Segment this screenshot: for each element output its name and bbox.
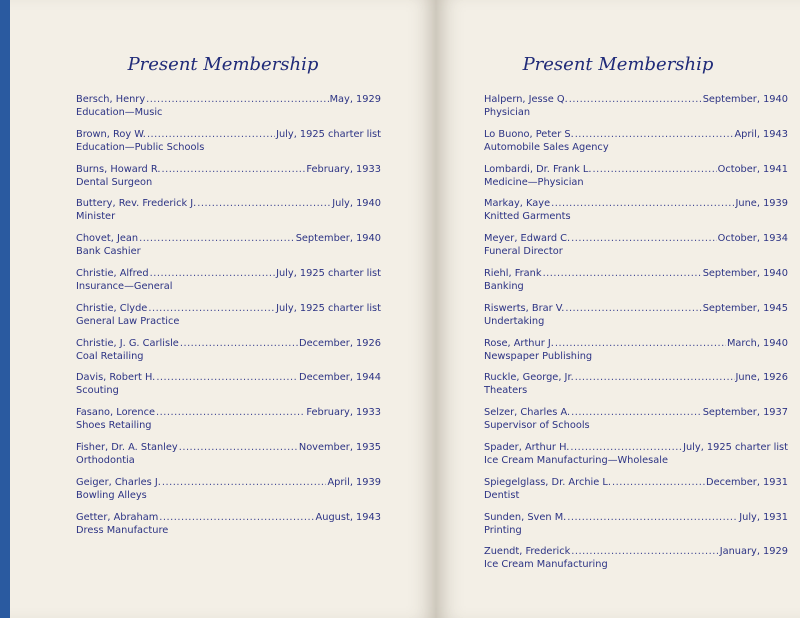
member-occupation: Bowling Alleys <box>76 489 147 501</box>
leader-dots <box>565 302 701 315</box>
member-name: Brown, Roy W. <box>76 128 146 140</box>
leader-dots <box>567 511 738 524</box>
leader-dots <box>551 197 734 210</box>
member-date: September, 1940 <box>702 267 788 279</box>
leader-dots <box>179 441 298 454</box>
member-name: Ruckle, George, Jr. <box>484 372 574 384</box>
member-occupation: Funeral Director <box>484 246 563 258</box>
member-name: Geiger, Charles J. <box>76 476 161 488</box>
leader-dots <box>159 511 314 524</box>
member-occupation: Orthodontia <box>76 454 135 466</box>
member-name: Getter, Abraham <box>76 511 159 523</box>
member-date: December, 1931 <box>706 476 788 488</box>
member-occupation: Minister <box>76 211 116 223</box>
member-entry <box>484 511 788 546</box>
member-entry <box>484 371 788 406</box>
member-name: Christie, J. G. Carlisle <box>76 337 179 349</box>
member-date: July, 1925 charter list <box>276 302 381 314</box>
right-page <box>436 0 800 618</box>
member-occupation: Insurance—General <box>76 280 173 292</box>
member-occupation: Education—Public Schools <box>76 141 205 153</box>
member-name: Lombardi, Dr. Frank L. <box>484 163 592 175</box>
member-date: August, 1943 <box>315 511 381 523</box>
member-occupation: Dress Manufacture <box>76 524 169 536</box>
member-occupation: Ice Cream Manufacturing—Wholesale <box>484 454 668 466</box>
leader-dots <box>162 476 327 489</box>
member-name: Fisher, Dr. A. Stanley <box>76 441 178 453</box>
leader-dots <box>575 371 735 384</box>
leader-dots <box>575 128 734 141</box>
member-name: Chovet, Jean <box>76 233 139 245</box>
member-occupation: Dentist <box>484 489 520 501</box>
leader-dots <box>197 197 331 210</box>
leader-dots <box>139 232 295 245</box>
member-entry <box>484 232 788 267</box>
member-date: October, 1941 <box>717 163 788 175</box>
member-entry <box>76 406 381 441</box>
member-name: Zuendt, Frederick <box>484 546 571 558</box>
member-name: Buttery, Rev. Frederick J. <box>76 198 197 210</box>
member-date: July, 1931 <box>739 511 788 523</box>
membership-list <box>76 93 381 545</box>
member-name: Christie, Clyde <box>76 302 148 314</box>
leader-dots <box>612 476 705 489</box>
member-entry <box>76 511 381 546</box>
member-name: Riehl, Frank <box>484 267 542 279</box>
member-entry <box>484 93 788 128</box>
member-entry <box>484 128 788 163</box>
leader-dots <box>180 337 298 350</box>
leader-dots <box>569 93 702 106</box>
member-name: Christie, Alfred <box>76 267 149 279</box>
member-date: June, 1926 <box>735 372 788 384</box>
membership-list <box>484 93 788 580</box>
page-title: Present Membership <box>522 54 714 75</box>
member-entry <box>484 545 788 580</box>
member-entry <box>76 267 381 302</box>
member-name: Rose, Arthur J. <box>484 337 554 349</box>
member-date: April, 1943 <box>734 128 788 140</box>
leader-dots <box>150 267 275 280</box>
member-occupation: Theaters <box>484 385 528 397</box>
member-entry <box>76 163 381 198</box>
member-occupation: Coal Retailing <box>76 350 144 362</box>
member-entry <box>484 197 788 232</box>
member-occupation: Dental Surgeon <box>76 176 153 188</box>
leader-dots <box>161 163 305 176</box>
leader-dots <box>571 232 716 245</box>
member-entry <box>76 232 381 267</box>
member-date: February, 1933 <box>306 163 381 175</box>
member-entry <box>484 441 788 476</box>
member-date: April, 1939 <box>327 476 381 488</box>
member-occupation: Supervisor of Schools <box>484 420 590 432</box>
member-occupation: Medicine—Physician <box>484 176 584 188</box>
member-occupation: Scouting <box>76 385 119 397</box>
member-date: March, 1940 <box>726 337 788 349</box>
member-entry <box>484 302 788 337</box>
member-occupation: Banking <box>484 280 524 292</box>
leader-dots <box>571 545 718 558</box>
member-occupation: Bank Cashier <box>76 246 141 258</box>
member-entry <box>76 476 381 511</box>
member-date: September, 1937 <box>702 407 788 419</box>
member-name: Lo Buono, Peter S. <box>484 128 574 140</box>
member-name: Bersch, Henry <box>76 94 146 105</box>
left-page <box>10 0 436 618</box>
member-name: Burns, Howard R. <box>76 163 161 175</box>
member-date: June, 1939 <box>735 198 788 210</box>
leader-dots <box>543 267 702 280</box>
member-date: December, 1926 <box>299 337 381 349</box>
member-name: Markay, Kaye <box>484 198 551 210</box>
member-occupation: Ice Cream Manufacturing <box>484 559 608 571</box>
member-entry <box>484 476 788 511</box>
leader-dots <box>148 302 275 315</box>
member-date: September, 1940 <box>702 94 788 105</box>
member-name: Selzer, Charles A. <box>484 407 571 419</box>
member-occupation: Undertaking <box>484 315 545 327</box>
leader-dots <box>146 93 328 106</box>
member-entry <box>484 337 788 372</box>
member-date: May, 1929 <box>329 94 381 105</box>
leader-dots <box>555 337 726 350</box>
member-date: July, 1925 charter list <box>276 267 381 279</box>
member-date: October, 1934 <box>717 233 788 245</box>
leader-dots <box>156 371 298 384</box>
member-entry <box>76 197 381 232</box>
member-name: Davis, Robert H. <box>76 372 156 384</box>
leader-dots <box>147 128 275 141</box>
member-date: February, 1933 <box>306 407 381 419</box>
member-name: Sunden, Sven M. <box>484 511 567 523</box>
member-entry <box>76 128 381 163</box>
leader-dots <box>571 406 702 419</box>
leader-dots <box>570 441 682 454</box>
member-occupation: Printing <box>484 524 522 536</box>
member-date: January, 1929 <box>719 546 788 558</box>
member-occupation: Newspaper Publishing <box>484 350 593 362</box>
member-occupation: Knitted Garments <box>484 211 571 223</box>
member-date: September, 1940 <box>295 233 381 245</box>
member-date: December, 1944 <box>299 372 381 384</box>
leader-dots <box>593 163 717 176</box>
member-entry <box>484 406 788 441</box>
member-name: Spader, Arthur H. <box>484 441 570 453</box>
member-date: November, 1935 <box>298 441 381 453</box>
member-occupation: General Law Practice <box>76 315 180 327</box>
member-occupation: Physician <box>484 107 531 118</box>
member-entry <box>76 337 381 372</box>
member-entry <box>76 371 381 406</box>
member-date: July, 1925 charter list <box>683 441 788 453</box>
member-occupation: Education—Music <box>76 107 163 118</box>
member-entry <box>484 163 788 198</box>
member-date: July, 1940 <box>332 198 381 210</box>
member-entry <box>76 302 381 337</box>
member-entry <box>76 441 381 476</box>
member-name: Spiegelglass, Dr. Archie L. <box>484 476 611 488</box>
page-title: Present Membership <box>127 54 319 75</box>
member-date: July, 1925 charter list <box>276 128 381 140</box>
member-name: Riswerts, Brar V. <box>484 302 565 314</box>
member-occupation: Shoes Retailing <box>76 420 152 432</box>
member-occupation: Automobile Sales Agency <box>484 141 609 153</box>
member-name: Halpern, Jesse Q. <box>484 94 568 105</box>
member-name: Meyer, Edward C. <box>484 233 571 245</box>
leader-dots <box>156 406 305 419</box>
member-date: September, 1945 <box>702 302 788 314</box>
member-entry <box>484 267 788 302</box>
member-name: Fasano, Lorence <box>76 407 156 419</box>
member-entry <box>76 93 381 128</box>
